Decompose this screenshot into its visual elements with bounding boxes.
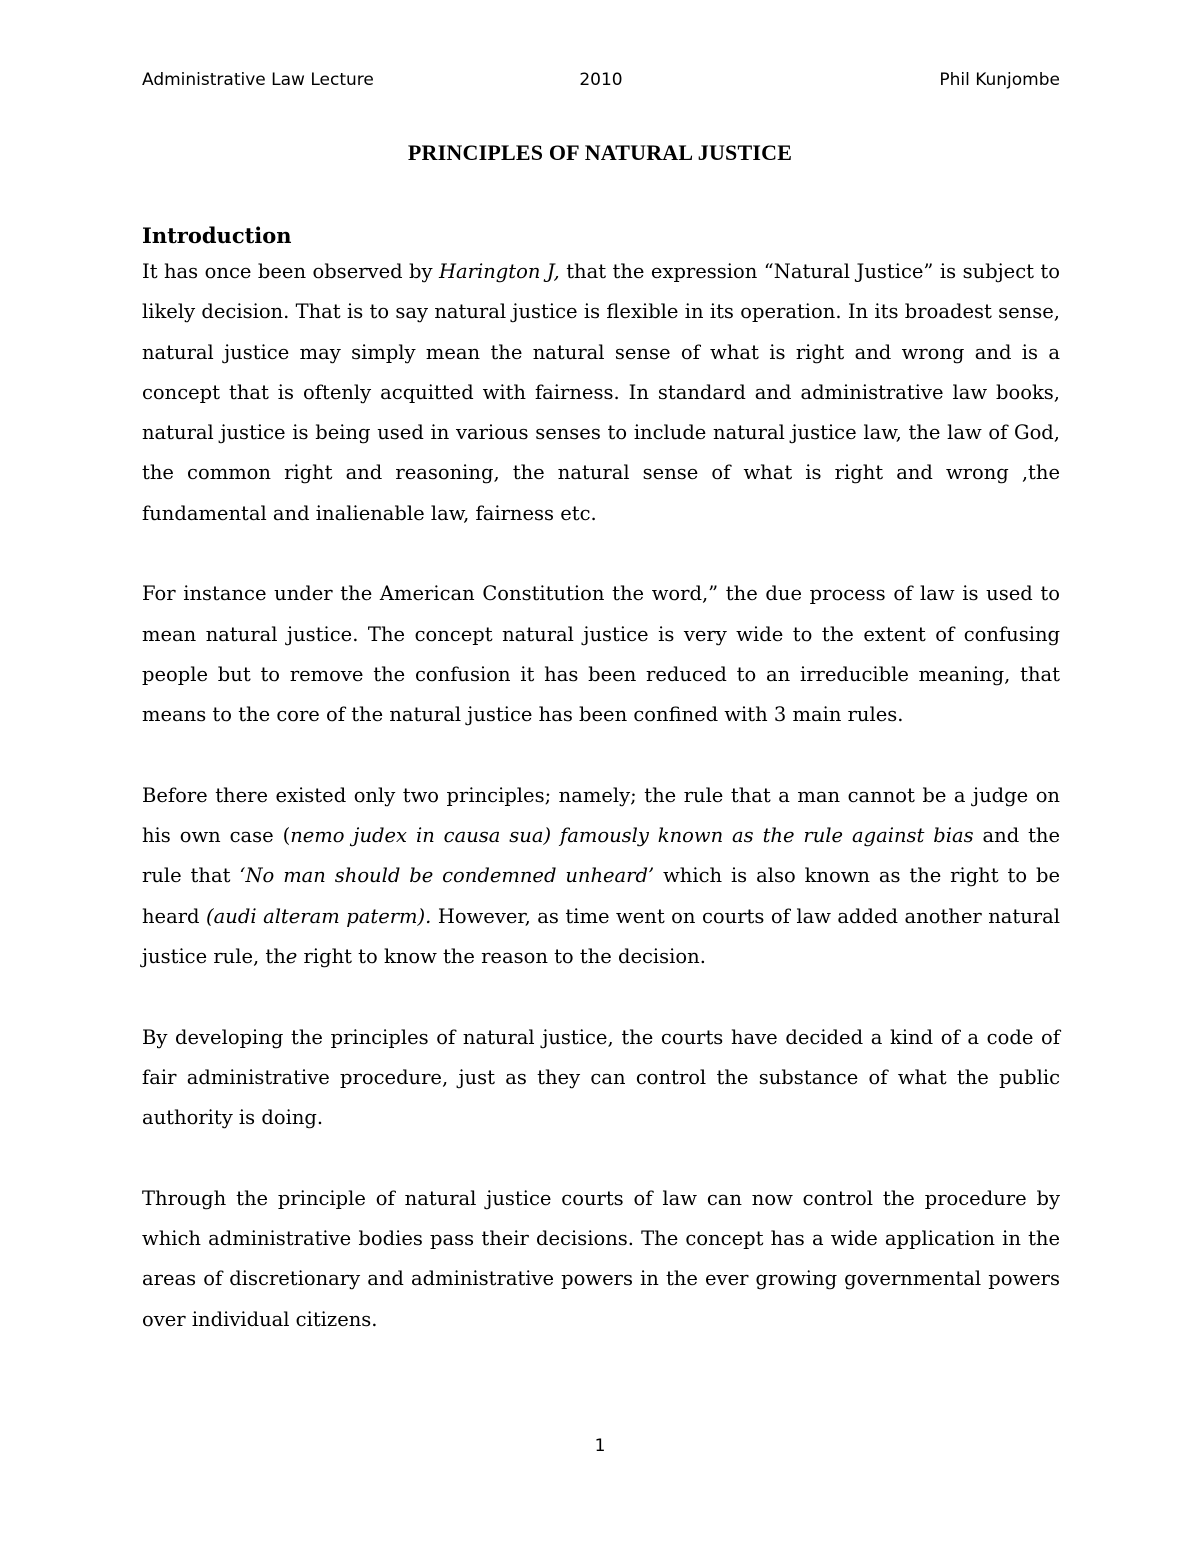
header-year: 2010 [579, 70, 623, 90]
paragraph-3-text-c: and the rule that [142, 824, 1061, 888]
header-author: Phil Kunjombe [939, 70, 1060, 90]
section-heading-introduction: Introduction [142, 223, 292, 248]
paragraph-2: For instance under the American Constitution the word,” the due process of law is used to mean natural justice. The concept natural justice is very wide to the extent of confusing people but to remove the confusion it has been reduced to an irreducible meaning, that means to the core of the natural justice has been confined with 3 main rules. [142, 582, 1060, 727]
paragraph-5: Through the principle of natural justice courts of law can now control the procedure by which administrative bodies pass their decisions. The concept has a wide application in the areas of discretionary and administrative powers in the ever growing governmental powers over individual citizens. [142, 1186, 1060, 1331]
paragraph-3-text-i: right to know the reason to the decision. [297, 945, 706, 969]
paragraph-1-text-a: It has once been observed by [142, 260, 440, 283]
paragraph-1 [142, 252, 1060, 534]
page-header [142, 70, 1060, 100]
page-number: 1 [594, 1436, 606, 1456]
paragraph-3-text-e: which is also known as the right to be heard [142, 864, 1060, 928]
paragraph-3-quote-unheard: ‘No man should be condemned unheard’ [239, 864, 655, 888]
paragraph-4: By developing the principles of natural justice, the courts have decided a kind of a code of fair administrative procedure, just as they can control the substance of what the public authority is doing. [142, 1025, 1060, 1130]
paragraph-3-text-g: However, as time went on courts of law added another natural justice rule, th [142, 904, 1060, 969]
document-body [142, 220, 1060, 1380]
paragraph-3-text-a: Before there existed only two principles; namely; the rule that a man cannot be a judge on his own case ( [142, 783, 1060, 848]
paragraph-3-latin-nemo-judex: nemo judex in causa sua) famously known as the rule against bias [290, 824, 974, 848]
paragraph-3-text-h: e [285, 945, 298, 969]
paragraph-1-judge-name: Harington J, [439, 260, 560, 283]
document-title: PRINCIPLES OF NATURAL JUSTICE [407, 140, 793, 165]
header-course: Administrative Law Lecture [142, 70, 374, 90]
paragraph-3-latin-audi-alteram: (audi alteram paterm). [206, 904, 432, 928]
paragraph-1-text-c: that the expression “Natural Justice” is subject to likely decision. That is to say natural justice is flexible in its operation. In its broadest sense, natural justice may simply mean the natural sense of what is right and wrong and is a concept that is oftenly acquitted with fairness. In standard and administrative law books, natural justice is being used in various senses to include natural justice law, the law of God, the common right and reasoning, the natural sense of what is right and wrong ,the fundamental and inalienable law, fairness etc. [142, 260, 1060, 525]
paragraph-3 [142, 776, 1060, 977]
